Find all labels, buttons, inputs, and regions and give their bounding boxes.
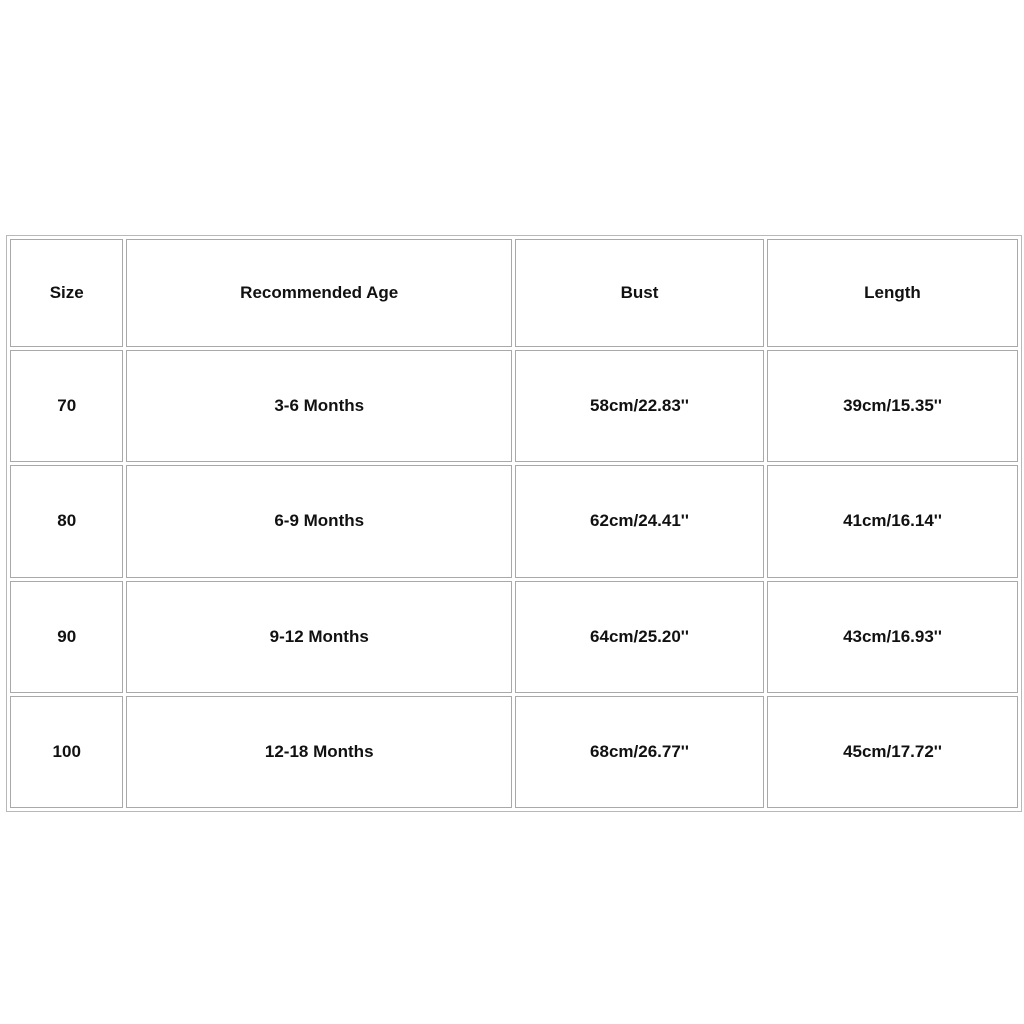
cell-recommended-age: 12-18 Months: [126, 696, 512, 808]
cell-bust: 58cm/22.83'': [515, 350, 764, 462]
table-row: [10, 465, 1018, 577]
cell-length: 41cm/16.14'': [767, 465, 1018, 577]
cell-bust: 62cm/24.41'': [515, 465, 764, 577]
cell-recommended-age: 3-6 Months: [126, 350, 512, 462]
header-length: Length: [767, 239, 1018, 347]
header-recommended-age: Recommended Age: [126, 239, 512, 347]
table-row: [10, 581, 1018, 693]
table-row: [10, 696, 1018, 808]
cell-length: 45cm/17.72'': [767, 696, 1018, 808]
cell-length: 43cm/16.93'': [767, 581, 1018, 693]
header-size: Size: [10, 239, 123, 347]
cell-recommended-age: 6-9 Months: [126, 465, 512, 577]
cell-length: 39cm/15.35'': [767, 350, 1018, 462]
cell-size: 100: [10, 696, 123, 808]
size-chart-table: [6, 235, 1022, 812]
cell-bust: 64cm/25.20'': [515, 581, 764, 693]
table-row: [10, 350, 1018, 462]
table-header-row: [10, 239, 1018, 347]
cell-bust: 68cm/26.77'': [515, 696, 764, 808]
cell-size: 70: [10, 350, 123, 462]
header-bust: Bust: [515, 239, 764, 347]
cell-recommended-age: 9-12 Months: [126, 581, 512, 693]
cell-size: 90: [10, 581, 123, 693]
cell-size: 80: [10, 465, 123, 577]
